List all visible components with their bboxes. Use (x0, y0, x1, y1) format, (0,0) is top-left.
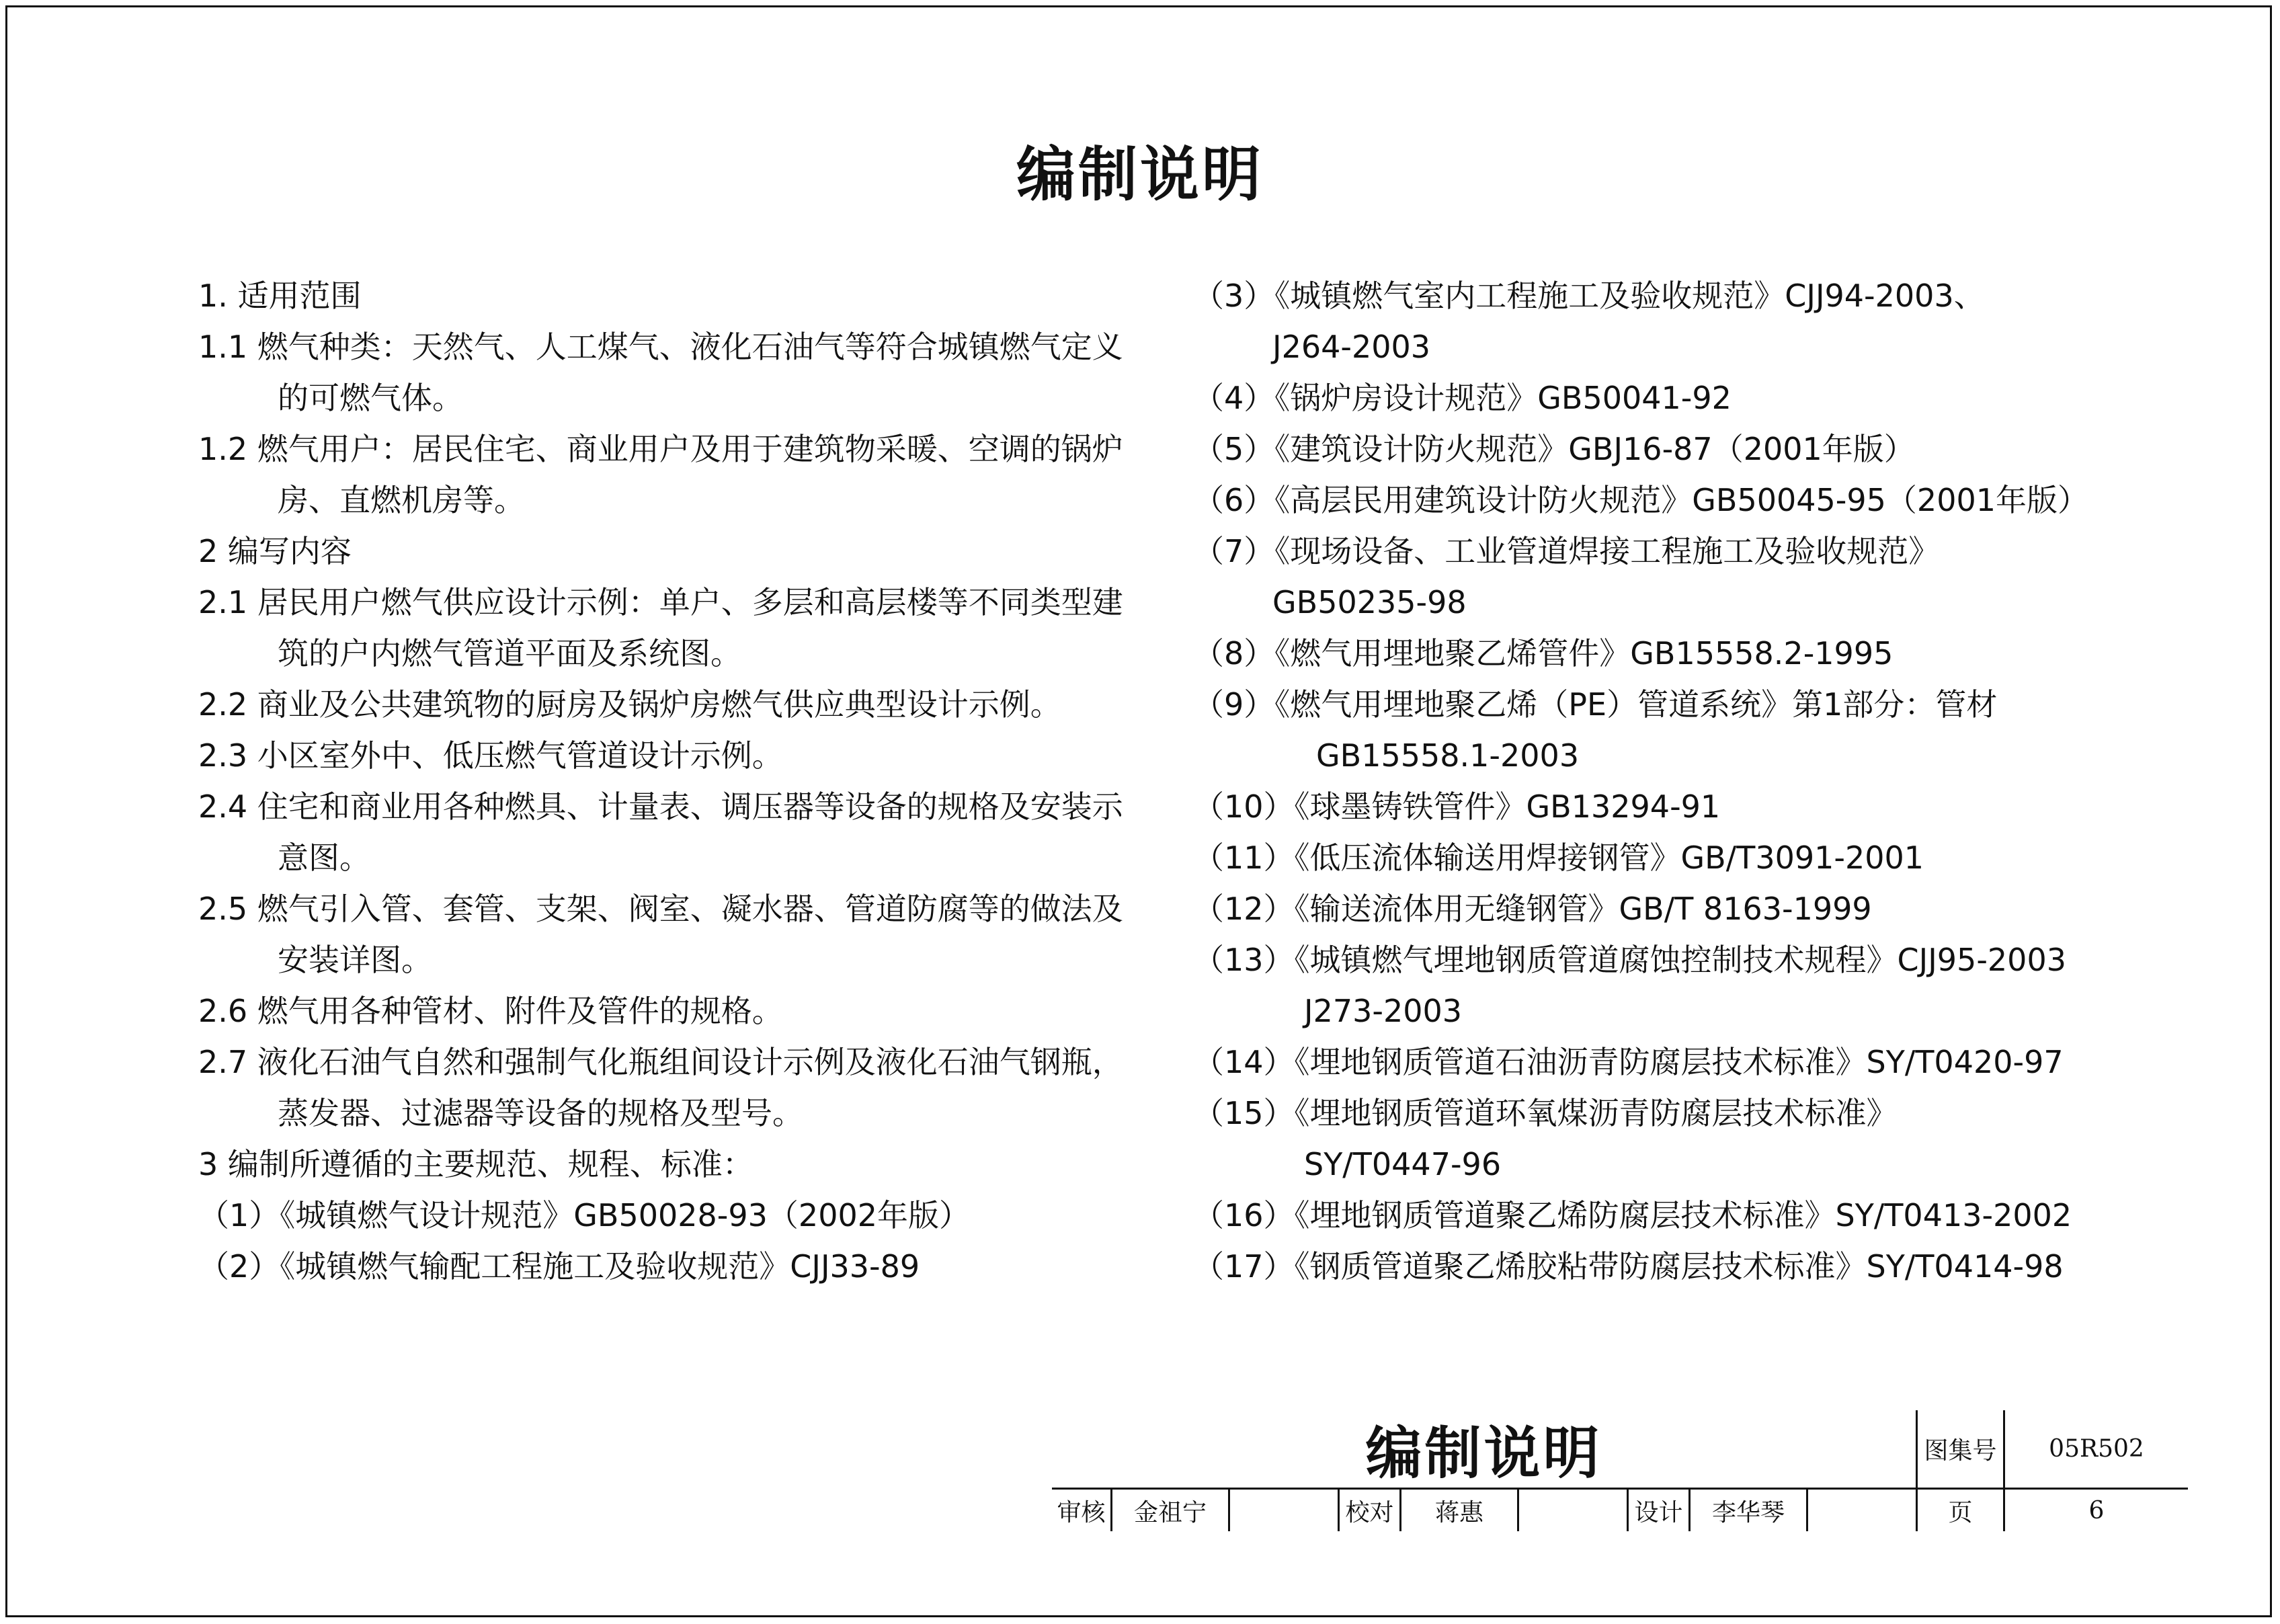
atlas-number: 05R502 (2049, 1435, 2144, 1463)
atlas-number-label: 图集号 (1924, 1437, 1997, 1465)
text-line: （1）《城镇燃气设计规范》GB50028-93（2002年版） (198, 1197, 971, 1233)
text-line: 筑的户内燃气管道平面及系统图。 (278, 635, 741, 672)
text-line: 1.2 燃气用户：居民住宅、商业用户及用于建筑物采暖、空调的锅炉 (198, 431, 1123, 467)
text-line: 1. 适用范围 (198, 278, 362, 314)
text-line: 意图。 (278, 840, 370, 876)
text-line: （6）《高层民用建筑设计防火规范》GB50045-95（2001年版） (1193, 482, 2089, 518)
text-line: （13）《城镇燃气埋地钢质管道腐蚀控制技术规程》CJJ95-2003 (1193, 942, 2066, 978)
page-title: 编制说明 (1016, 140, 1264, 209)
text-line: 蒸发器、过滤器等设备的规格及型号。 (278, 1095, 803, 1131)
text-line: （7）《现场设备、工业管道焊接工程施工及验收规范》 (1193, 533, 1940, 569)
text-line: （11）《低压流体输送用焊接钢管》GB/T3091-2001 (1193, 840, 1924, 876)
text-line: （16）《埋地钢质管道聚乙烯防腐层技术标准》SY/T0413-2002 (1193, 1197, 2072, 1233)
text-line: （5）《建筑设计防火规范》GBJ16-87（2001年版） (1193, 431, 1915, 467)
text-line: SY/T0447-96 (1304, 1146, 1502, 1182)
text-line: 2.7 液化石油气自然和强制气化瓶组间设计示例及液化石油气钢瓶， (198, 1044, 1123, 1080)
review-label: 审核 (1057, 1498, 1106, 1527)
text-line: （8）《燃气用埋地聚乙烯管件》GB15558.2-1995 (1193, 635, 1894, 672)
checker-name: 蒋惠 (1434, 1498, 1483, 1527)
text-line: （12）《输送流体用无缝钢管》GB/T 8163-1999 (1193, 891, 1872, 927)
reviewer-name: 金祖宁 (1133, 1498, 1207, 1527)
title-block (1052, 1410, 2188, 1531)
text-line: 2.5 燃气引入管、套管、支架、阀室、凝水器、管道防腐等的做法及 (198, 891, 1123, 927)
text-line: （2）《城镇燃气输配工程施工及验收规范》CJJ33-89 (198, 1248, 920, 1285)
text-line: GB50235-98 (1272, 584, 1467, 620)
text-line: （9）《燃气用埋地聚乙烯（PE）管道系统》第1部分：管材 (1193, 686, 1998, 723)
text-line: GB15558.1-2003 (1316, 737, 1580, 774)
title-block-divider (1228, 1488, 1230, 1531)
text-line: 的可燃气体。 (278, 380, 463, 416)
text-line: （15）《埋地钢质管道环氧煤沥青防腐层技术标准》 (1193, 1095, 1898, 1131)
designer-name: 李华琴 (1711, 1498, 1785, 1527)
text-line: 2.2 商业及公共建筑物的厨房及锅炉房燃气供应典型设计示例。 (198, 686, 1061, 723)
title-block-divider (1806, 1488, 1808, 1531)
check-label: 校对 (1345, 1498, 1394, 1527)
text-line: （3）《城镇燃气室内工程施工及验收规范》CJJ94-2003、 (1193, 278, 1985, 314)
text-line: （17）《钢质管道聚乙烯胶粘带防腐层技术标准》SY/T0414-98 (1193, 1248, 2064, 1285)
text-line: J264-2003 (1272, 329, 1431, 365)
text-line: J273-2003 (1304, 993, 1463, 1029)
design-label: 设计 (1634, 1498, 1683, 1527)
title-block-title: 编制说明 (1365, 1420, 1602, 1486)
text-line: 2 编写内容 (198, 533, 352, 569)
text-line: 2.6 燃气用各种管材、附件及管件的规格。 (198, 993, 783, 1029)
title-block-divider (1517, 1488, 1519, 1531)
text-line: 3 编制所遵循的主要规范、规程、标准： (198, 1146, 754, 1182)
text-line: 2.1 居民用户燃气供应设计示例：单户、多层和高层楼等不同类型建 (198, 584, 1123, 620)
text-line: （10）《球墨铸铁管件》GB13294-91 (1193, 788, 1721, 825)
page-label: 页 (1948, 1498, 1973, 1527)
text-line: 安装详图。 (278, 942, 432, 978)
text-line: 2.3 小区室外中、低压燃气管道设计示例。 (198, 737, 783, 774)
text-line: （14）《埋地钢质管道石油沥青防腐层技术标准》SY/T0420-97 (1193, 1044, 2064, 1080)
text-line: 2.4 住宅和商业用各种燃具、计量表、调压器等设备的规格及安装示 (198, 788, 1123, 825)
text-line: 1.1 燃气种类：天然气、人工煤气、液化石油气等符合城镇燃气定义 (198, 329, 1123, 365)
page-number: 6 (2088, 1496, 2105, 1525)
text-line: （4）《锅炉房设计规范》GB50041-92 (1193, 380, 1732, 416)
text-line: 房、直燃机房等。 (278, 482, 525, 518)
